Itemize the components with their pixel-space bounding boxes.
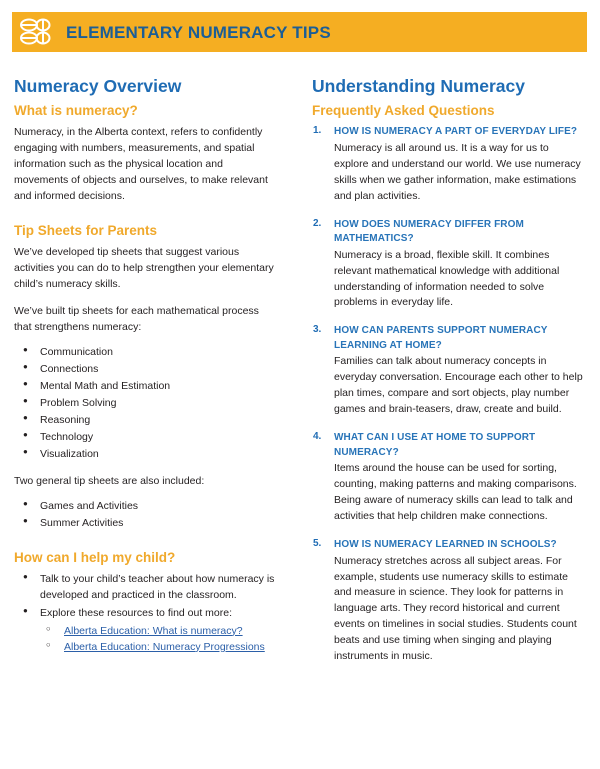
- list-item: [40, 639, 278, 655]
- page-header-banner: [12, 12, 587, 52]
- faq-question: HOW DOES NUMERACY DIFFER FROM MATHEMATICS?: [334, 218, 524, 245]
- faq-item: [312, 324, 584, 418]
- faq-question: HOW IS NUMERACY LEARNED IN SCHOOLS?: [334, 539, 557, 551]
- list-item: [40, 623, 278, 639]
- link-what-is-numeracy[interactable]: Alberta Education: What is numeracy?: [64, 624, 243, 637]
- paragraph-general-tip-sheets-intro: Two general tip sheets are also included:: [14, 474, 205, 487]
- faq-question: HOW CAN PARENTS SUPPORT NUMERACY LEARNING AT HOME?: [334, 325, 548, 351]
- faq-answer: Numeracy is a broad, flexible skill. It combines relevant mathematical knowledge with additional understanding of information needed to solve problems in everyday life.: [334, 248, 560, 309]
- paragraph-tip-sheets-processes-intro: We’ve built tip sheets for each mathematical process that strengthens numeracy:: [14, 305, 259, 334]
- list-item: ● Communication: [14, 345, 278, 361]
- faq-number: 4.: [313, 431, 322, 443]
- list-resource-links: [40, 623, 278, 656]
- list-help-actions: [14, 572, 278, 655]
- abacus-icon: [18, 16, 54, 48]
- faq-question: HOW IS NUMERACY A PART OF EVERYDAY LIFE?: [334, 126, 578, 138]
- faq-question: WHAT CAN I USE AT HOME TO SUPPORT NUMERACY?: [334, 432, 536, 458]
- paragraph-what-is-numeracy: Numeracy, in the Alberta context, refers to confidently engaging with numbers, measurements, and spatial information such as the physical location and movements of objects and ourselves, to make relevant and informed decisions.: [14, 126, 268, 203]
- banner-title: ELEMENTARY NUMERACY TIPS: [66, 22, 331, 42]
- paragraph-tip-sheets-intro: We’ve developed tip sheets that suggest various activities you can do to help strengthen your elementary child’s numeracy skills.: [14, 246, 274, 291]
- list-item: ● Connections: [14, 362, 278, 378]
- list-mathematical-processes: [14, 345, 278, 463]
- list-item: ● Reasoning: [14, 413, 278, 429]
- page-content: [0, 58, 600, 678]
- faq-answer: Families can talk about numeracy concepts in everyday conversation. Encourage each other to help plan times, compare and sort objects, play number games and brain-teasers, draw, create and build.: [334, 355, 583, 416]
- list-item: ● Games and Activities: [14, 499, 278, 515]
- right-column: [300, 58, 600, 678]
- heading-how-can-i-help-my-child: How can I help my child?: [14, 549, 176, 565]
- page-title-numeracy-overview: Numeracy Overview: [14, 76, 182, 96]
- faq-answer: Numeracy is all around us. It is a way for us to explore and understand our world. We use numeracy skills when we gather information, make estimations and plan activities.: [334, 141, 581, 202]
- heading-tip-sheets-for-parents: Tip Sheets for Parents: [14, 223, 158, 239]
- link-numeracy-progressions[interactable]: Alberta Education: Numeracy Progressions: [64, 640, 265, 653]
- list-item: ● Problem Solving: [14, 396, 278, 412]
- faq-number: 5.: [313, 538, 322, 550]
- list-general-tip-sheets: [14, 499, 278, 532]
- faq-item: [312, 125, 584, 204]
- heading-what-is-numeracy: What is numeracy?: [14, 103, 138, 119]
- faq-number: 2.: [313, 217, 322, 229]
- faq-item: [312, 538, 584, 665]
- faq-answer: Numeracy stretches across all subject areas. For example, students use numeracy skills to estimate and measure in science. They look for patterns in language arts. They record historical and current events on timelines in social studies. Students count beats and use timing when singing and playing instruments in music.: [334, 554, 577, 663]
- list-item: [14, 606, 278, 655]
- faq-item: [312, 431, 584, 525]
- list-item: ● Talk to your child’s teacher about how numeracy is developed and practiced in the classroom.: [14, 572, 278, 604]
- list-item-label: Explore these resources to find out more:: [40, 606, 233, 619]
- faq-number: 1.: [313, 125, 322, 137]
- heading-frequently-asked-questions: Frequently Asked Questions: [312, 103, 495, 119]
- faq-number: 3.: [313, 324, 322, 336]
- list-item: ● Mental Math and Estimation: [14, 379, 278, 395]
- faq-answer: Items around the house can be used for sorting, counting, making patterns and making comparisons. Being aware of numeracy skills can lead to talk and activities that help children make connections.: [334, 462, 577, 523]
- left-column: [0, 58, 300, 678]
- faq-item: [312, 218, 584, 312]
- list-item: ● Technology: [14, 430, 278, 446]
- page-title-understanding-numeracy: Understanding Numeracy: [312, 76, 525, 96]
- faq-list: [312, 125, 584, 665]
- list-item: ● Visualization: [14, 447, 278, 463]
- list-item: ● Summer Activities: [14, 516, 278, 532]
